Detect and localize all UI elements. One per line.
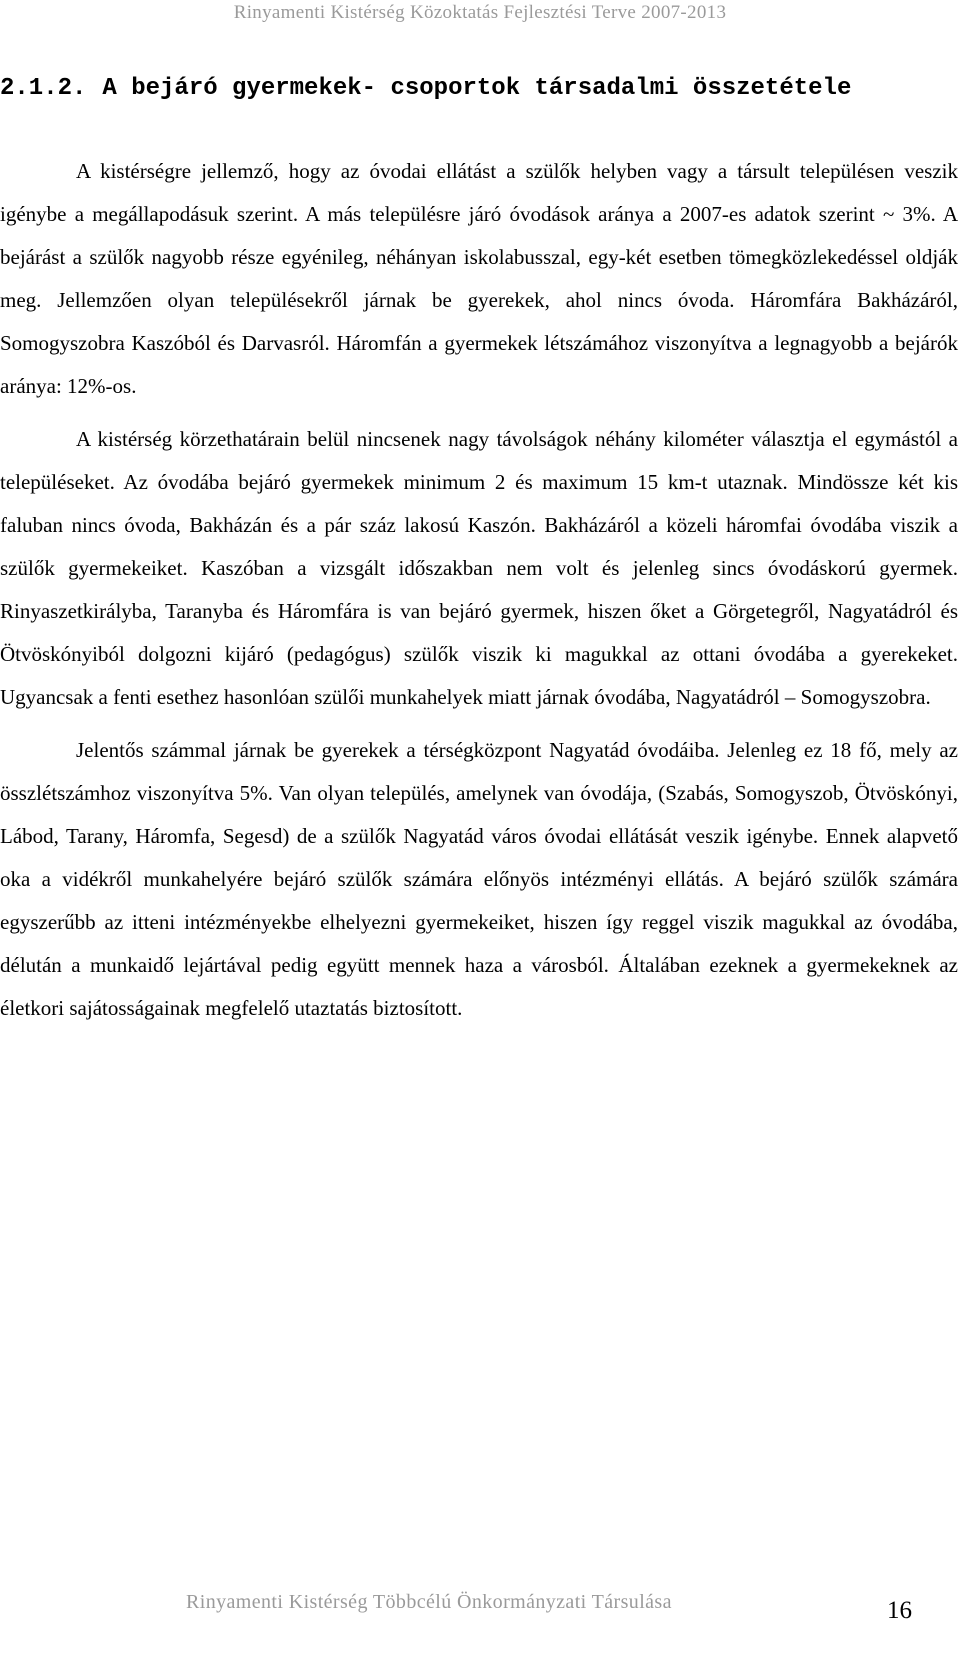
section-number: 2.1.2.	[0, 75, 87, 102]
paragraph-2: A kistérség körzethatárain belül nincsenek nagy távolságok néhány kilométer választja el egymástól a településeket. Az óvodába bejáró gyermekek minimum 2 és maximum 15 km-t utaznak. Mindössze két kis faluban nincs óvoda, Bakházán és a pár száz lakosú Kaszón. Bakházáról a közeli háromfai óvodába viszik a szülők gyermekeiket. Kaszóban a vizsgált időszakban nem volt és jelenleg sincs óvodáskorú gyermek. Rinyaszetkirályba, Taranyba és Háromfára is van bejáró gyermek, hiszen őket a Görgetegről, Nagyatádról és Ötvöskónyiból dolgozni kijáró (pedagógus) szülők viszik ki magukkal az ottani óvodába a gyerekeket. Ugyancsak a fenti esethez hasonlóan szülői munkahelyek miatt járnak óvodába, Nagyatádról – Somogyszobra.	[0, 427, 958, 709]
paragraph-1: A kistérségre jellemző, hogy az óvodai ellátást a szülők helyben vagy a társult településen veszik igénybe a megállapodásuk szerint. A más településre járó óvodások aránya a 2007-es adatok szerint ~ 3%. A bejárást a szülők nagyobb része egyénileg, néhányan iskolabusszal, egy-két esetben tömegközlekedéssel oldják meg. Jellemzően olyan településekről járnak be gyerekek, ahol nincs óvoda. Háromfára Bakházáról, Somogyszobra Kaszóból és Darvasról. Háromfán a gyermekek létszámához viszonyítva a legnagyobb a bejárók aránya: 12%-os.	[0, 159, 958, 398]
body-text	[0, 150, 958, 1030]
page-number: 16	[887, 1597, 912, 1624]
section-heading	[0, 75, 960, 102]
running-header: Rinyamenti Kistérség Közoktatás Fejlesztési Terve 2007-2013	[233, 2, 727, 23]
section-title: A bejáró gyermekek- csoportok társadalmi összetétele	[102, 75, 852, 102]
footer-organization: Rinyamenti Kistérség Többcélú Önkormányzati Társulása	[186, 1591, 672, 1613]
paragraph-3: Jelentős számmal járnak be gyerekek a térségközpont Nagyatád óvodáiba. Jelenleg ez 18 fő, mely az összlétszámhoz viszonyítva 5%. Van olyan település, amelynek van óvodája, (Szabás, Somogyszob, Ötvöskónyi, Lábod, Tarany, Háromfa, Segesd) de a szülők Nagyatád város óvodai ellátását veszik igénybe. Ennek alapvető oka a vidékről munkahelyére bejáró szülők számára előnyös intézményi ellátás. A bejáró szülők számára egyszerűbb az itteni intézményekbe elhelyezni gyermekeiket, hiszen így reggel viszik magukkal az óvodába, délután a munkaidő lejártával pedig együtt mennek haza a városból. Általában ezeknek a gyermekeknek az életkori sajátosságainak megfelelő utaztatás biztosított.	[0, 738, 958, 1020]
